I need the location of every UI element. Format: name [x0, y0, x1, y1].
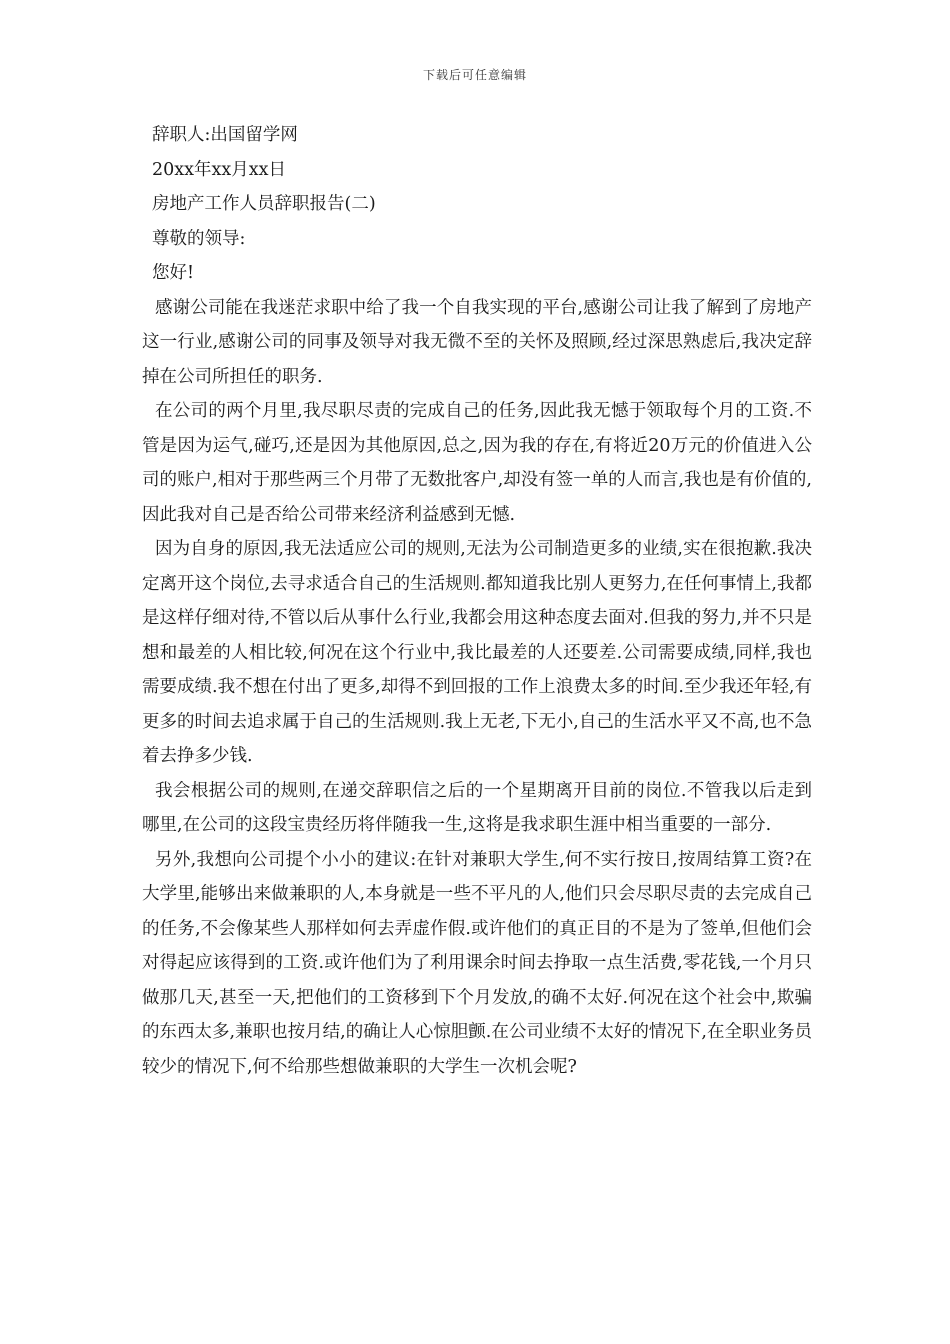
- greeting: 您好!: [152, 263, 195, 283]
- paragraph-1: 感谢公司能在我迷茫求职中给了我一个自我实现的平台,感谢公司让我了解到了房地产这一行业,感谢公司的同事及领导对我无微不至的关怀及照顾,经过深思熟虑后,我决定辞掉在公司所担任的职务.: [142, 297, 812, 387]
- document-body: [142, 118, 812, 1084]
- salutation: 尊敬的领导:: [152, 228, 246, 249]
- signature-line: 辞职人:出国留学网: [152, 125, 298, 145]
- paragraph-5: 另外,我想向公司提个小小的建议:在针对兼职大学生,何不实行按日,按周结算工资?在大学里,能够出来做兼职的人,本身就是一些不平凡的人,他们只会尽职尽责的去完成自己的任务,不会像某些人那样如何去弄虚作假.或许他们的真正目的不是为了签单,但他们会对得起应该得到的工资.或许他们为了利用课余时间去挣取一点生活费,零花钱,一个月只做那几天,甚至一天,把他们的工资移到下个月发放,的确不太好.何况在这个社会中,欺骗的东西太多,兼职也按月结,的确让人心惊胆颤.在公司业绩不太好的情况下,在全职业务员较少的情况下,何不给那些想做兼职的大学生一次机会呢?: [142, 849, 812, 1077]
- page-header-note: 下载后可任意编辑: [422, 68, 527, 82]
- date-line: 20xx年xx月xx日: [152, 159, 286, 180]
- document-title: 房地产工作人员辞职报告(二): [152, 194, 376, 214]
- paragraph-4: 我会根据公司的规则,在递交辞职信之后的一个星期离开目前的岗位.不管我以后走到哪里,在公司的这段宝贵经历将伴随我一生,这将是我求职生涯中相当重要的一部分.: [142, 780, 812, 835]
- paragraph-3: 因为自身的原因,我无法适应公司的规则,无法为公司制造更多的业绩,实在很抱歉.我决定离开这个岗位,去寻求适合自己的生活规则.都知道我比别人更努力,在任何事情上,我都是这样仔细对待,不管以后从事什么行业,我都会用这种态度去面对.但我的努力,并不只是想和最差的人相比较,何况在这个行业中,我比最差的人还要差.公司需要成绩,同样,我也需要成绩.我不想在付出了更多,却得不到回报的工作上浪费太多的时间.至少我还年轻,有更多的时间去追求属于自己的生活规则.我上无老,下无小,自己的生活水平又不高,也不急着去挣多少钱.: [142, 539, 812, 766]
- paragraph-2: 在公司的两个月里,我尽职尽责的完成自己的任务,因此我无憾于领取每个月的工资.不管是因为运气,碰巧,还是因为其他原因,总之,因为我的存在,有将近20万元的价值进入公司的账户,相对于那些两三个月带了无数批客户,却没有签一单的人而言,我也是有价值的,因此我对自己是否给公司带来经济利益感到无憾.: [142, 401, 812, 525]
